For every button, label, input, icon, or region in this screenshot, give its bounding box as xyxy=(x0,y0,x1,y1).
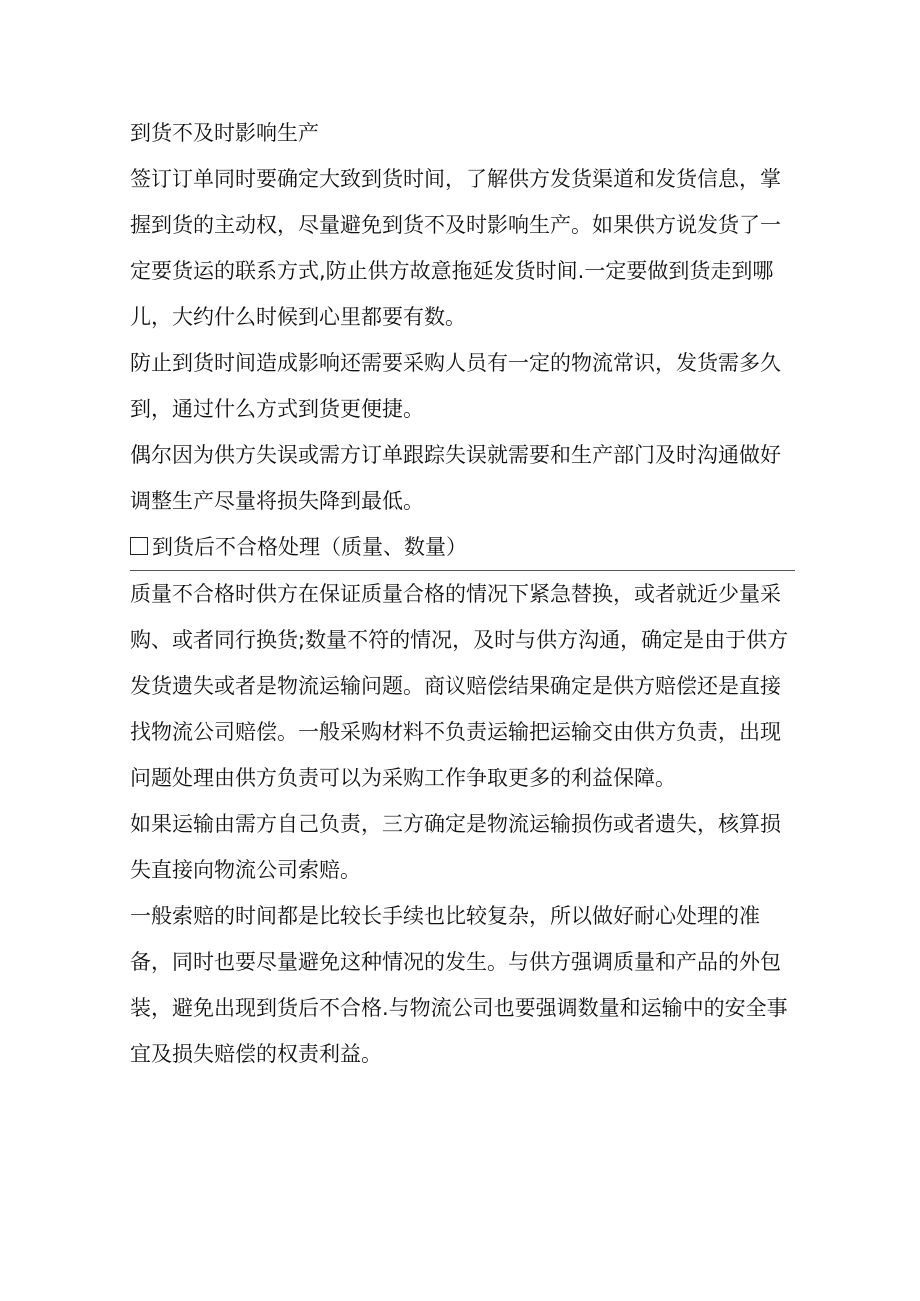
paragraph-quality-handling: 质量不合格时供方在保证质量合格的情况下紧急替换，或者就近少量采购、或者同行换货;数量不符的情况，及时与供方沟通，确定是由于供方发货遗失或者是物流运输问题。商议赔偿结果确定是供方赔偿还是直接找物流公司赔偿。一般采购材料不负责运输把运输交由供方负责，出现问题处理由供方负责可以为采购工作争取更多的利益保障。 xyxy=(130,582,789,790)
section-heading-late-delivery: 到货不及时影响生产 xyxy=(130,121,319,145)
document-body xyxy=(130,110,795,1077)
paragraph-order-timing: 签订订单同时要确定大致到货时间，了解供方发货渠道和发货信息，掌握到货的主动权，尽量避免到货不及时影响生产。如果供方说发货了一定要货运的联系方式,防止供方故意拖延发货时间.一定要做到货走到哪儿，大约什么时候到心里都要有数。 xyxy=(130,167,781,329)
section-heading-nonconforming xyxy=(130,524,795,571)
section-heading-nonconforming-text: 到货后不合格处理（质量、数量） xyxy=(152,535,467,559)
checkbox-square-icon xyxy=(130,537,148,555)
paragraph-self-transport: 如果运输由需方自己负责，三方确定是物流运输损伤或者遗失，核算损失直接向物流公司索赔。 xyxy=(130,812,781,882)
paragraph-logistics-knowledge: 防止到货时间造成影响还需要采购人员有一定的物流常识，发货需多久到，通过什么方式到货更便捷。 xyxy=(130,351,781,421)
paragraph-claims: 一般索赔的时间都是比较长手续也比较复杂，所以做好耐心处理的准备，同时也要尽量避免这种情况的发生。与供方强调质量和产品的外包装，避免出现到货后不合格.与物流公司也要强调数量和运输中的安全事宜及损失赔偿的权责利益。 xyxy=(130,904,788,1066)
paragraph-adjust-production: 偶尔因为供方失误或需方订单跟踪失误就需要和生产部门及时沟通做好调整生产尽量将损失降到最低。 xyxy=(130,443,781,513)
